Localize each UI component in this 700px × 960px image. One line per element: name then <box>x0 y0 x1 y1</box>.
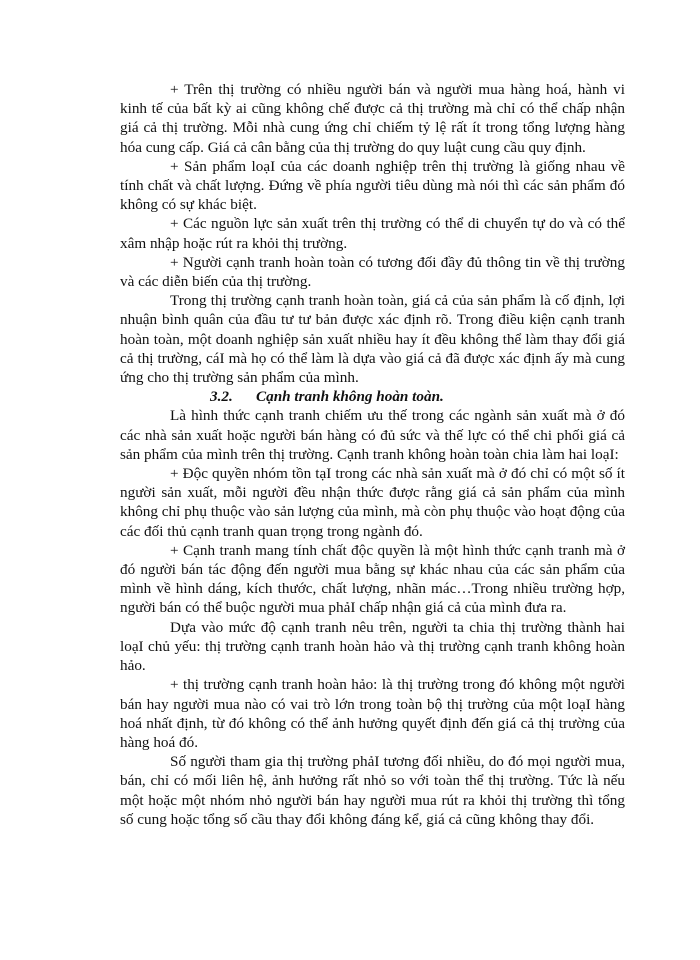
paragraph-perfect-market: + thị trường cạnh tranh hoàn hảo: là thị trường trong đó không một người bán hay người mua nào có vai trò lớn trong toàn bộ thị trường của một loạI hàng hoá nhất định, từ đó không có thể ảnh hưởng quyết định đến giá cả thị trường của hàng hoá đó. <box>120 676 625 751</box>
paragraph-oligopoly: + Độc quyền nhóm tồn tạI trong các nhà sản xuất mà ở đó chỉ có một số ít người sản xuất, mỗi người đều nhận thức được rằng giá cả sản phẩm của mình không chỉ phụ thuộc vào sản lượng của mình, mà còn phụ thuộc vào hoạt động của các đối thủ cạnh tranh quan trọng trong ngành đó. <box>120 465 625 540</box>
paragraph-homogeneous-products: + Sản phẩm loạI của các doanh nghiệp trên thị trường là giống nhau về tính chất và chất lượng. Đứng về phía người tiêu dùng mà nói thì các sản phẩm đó không có sự khác biệt. <box>120 157 625 214</box>
paragraph-free-mobility: + Các nguồn lực sản xuất trên thị trường có thể di chuyển tự do và có thể xâm nhập hoặc rút ra khỏi thị trường. <box>120 215 625 252</box>
paragraph-market-classification: Dựa vào mức độ cạnh tranh nêu trên, người ta chia thị trường thành hai loạI chủ yếu: thị trường cạnh tranh hoàn hảo và thị trường cạnh tranh không hoàn hảo. <box>120 618 625 675</box>
paragraph-imperfect-definition: Là hình thức cạnh tranh chiếm ưu thế trong các ngành sản xuất mà ở đó các nhà sản xuất hoặc người bán hàng có đủ sức và thế lực có thể chi phối giá cả sản phẩm của mình trên thị trường. Cạnh tranh không hoàn toàn chia làm hai loạI: <box>120 407 625 463</box>
paragraph-market-many-sellers: + Trên thị trường có nhiều người bán và người mua hàng hoá, hành vi kinh tế của bất kỳ ai cũng không chế được cả thị trường mà chỉ có thể chấp nhận giá cả thị trường. Mỗi nhà cung ứng chỉ chiếm tỷ lệ rất ít trong tổng lượng hàng hóa cung cấp. Giá cả cân bằng của thị trường do quy luật cung cầu quy định. <box>120 81 625 156</box>
paragraph-perfect-competition-summary: Trong thị trường cạnh tranh hoàn toàn, giá cả của sản phẩm là cố định, lợi nhuận bình quân của đầu tư tư bản được xác định rõ. Trong điều kiện cạnh tranh hoàn toàn, một doanh nghiệp sản xuất nhiều hay ít đều không thể làm thay đổi giá cả thị trường, cáI mà họ có thể làm là dựa vào giá cả đã được xác định ấy mà cung ứng cho thị trường sản phẩm của mình. <box>120 292 625 387</box>
paragraph-monopolistic-competition: + Cạnh tranh mang tính chất độc quyền là một hình thức cạnh tranh mà ở đó người bán tác động đến người mua bằng sự khác nhau của các sản phẩm của mình về hình dáng, kích thước, chất lượng, nhãn mác…Trong nhiều trường hợp, người bán có thể buộc người mua phảI chấp nhận giá cả của mình đưa ra. <box>120 541 625 617</box>
paragraph-full-information: + Người cạnh tranh hoàn toàn có tương đối đầy đủ thông tin về thị trường và các diễn biến của thị trường. <box>120 253 625 291</box>
section-heading <box>120 387 625 406</box>
paragraph-many-participants: Số người tham gia thị trường phảI tương đối nhiều, do đó mọi người mua, bán, chỉ có mối liên hệ, ảnh hưởng rất nhỏ so với toàn thể thị trường. Tức là nếu một hoặc một nhóm nhỏ người bán hay người mua rút ra khỏi thị trường thì tổng số cung hoặc tổng số cầu thay đổi không đáng kể, giá cả cũng không thay đổi. <box>120 753 625 828</box>
section-number: 3.2. <box>210 388 233 406</box>
section-title: Cạnh tranh không hoàn toàn. <box>256 388 444 406</box>
document-body <box>120 80 625 829</box>
